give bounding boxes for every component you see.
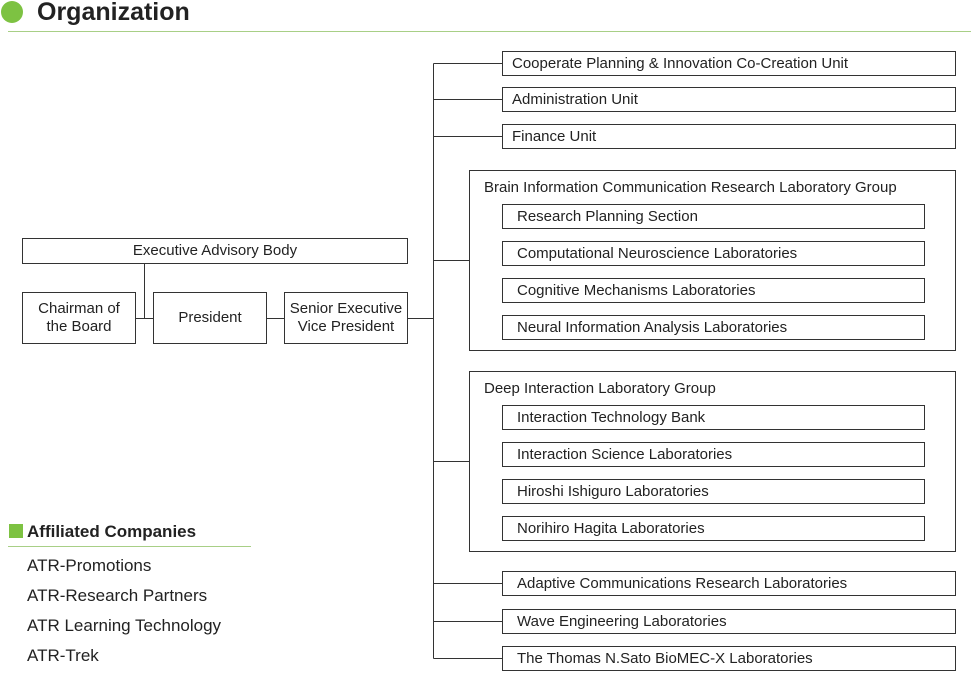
unit-box [502,87,956,112]
deep-lab-box [502,479,925,504]
page-title: Organization [37,0,190,26]
executive-advisory-label: Executive Advisory Body [132,242,298,259]
affiliated-company-item: ATR-Trek [27,646,99,665]
affiliated-divider [8,546,251,547]
deep-lab-box [502,516,925,541]
executive-advisory-box [22,238,408,264]
lab-label: Adaptive Communications Research Laboratories [517,574,848,592]
unit-label: Cooperate Planning & Innovation Co-Creation Unit [512,54,849,72]
brain-lab-box [502,278,925,303]
svp-box [284,292,408,344]
deep-group-title: Deep Interaction Laboratory Group [484,380,716,397]
deep-lab-label: Interaction Technology Bank [517,408,706,426]
unit-label: Administration Unit [512,90,638,108]
brain-lab-label: Neural Information Analysis Laboratories [517,318,788,336]
brain-group-title: Brain Information Communication Research Laboratory Group [484,179,897,196]
brain-lab-box [502,241,925,266]
unit-label: Finance Unit [512,127,597,145]
deep-lab-label: Hiroshi Ishiguro Laboratories [517,482,709,500]
brain-lab-label: Research Planning Section [517,207,698,225]
chairman-box [22,292,136,344]
president-label: President [178,309,242,326]
president-box [153,292,267,344]
affiliated-square-icon [9,524,23,538]
affiliated-company-item: ATR Learning Technology [27,616,222,635]
lab-label: The Thomas N.Sato BioMEC-X Laboratories [517,649,813,667]
affiliated-title: Affiliated Companies [27,522,197,541]
brain-lab-box [502,315,925,340]
lab-box [502,646,956,671]
lab-box [502,571,956,596]
affiliated-company-item: ATR-Promotions [27,556,152,575]
deep-lab-box [502,405,925,430]
brain-lab-box [502,204,925,229]
lab-box [502,609,956,634]
affiliated-company-item: ATR-Research Partners [27,586,208,605]
svp-label: Senior Executive Vice President [289,300,403,335]
brain-lab-label: Computational Neuroscience Laboratories [517,244,798,262]
lab-label: Wave Engineering Laboratories [517,612,727,630]
brain-lab-label: Cognitive Mechanisms Laboratories [517,281,756,299]
deep-lab-box [502,442,925,467]
unit-box [502,124,956,149]
unit-box [502,51,956,76]
deep-lab-label: Norihiro Hagita Laboratories [517,519,705,537]
chairman-label: Chairman of the Board [38,300,120,335]
deep-lab-label: Interaction Science Laboratories [517,445,733,463]
